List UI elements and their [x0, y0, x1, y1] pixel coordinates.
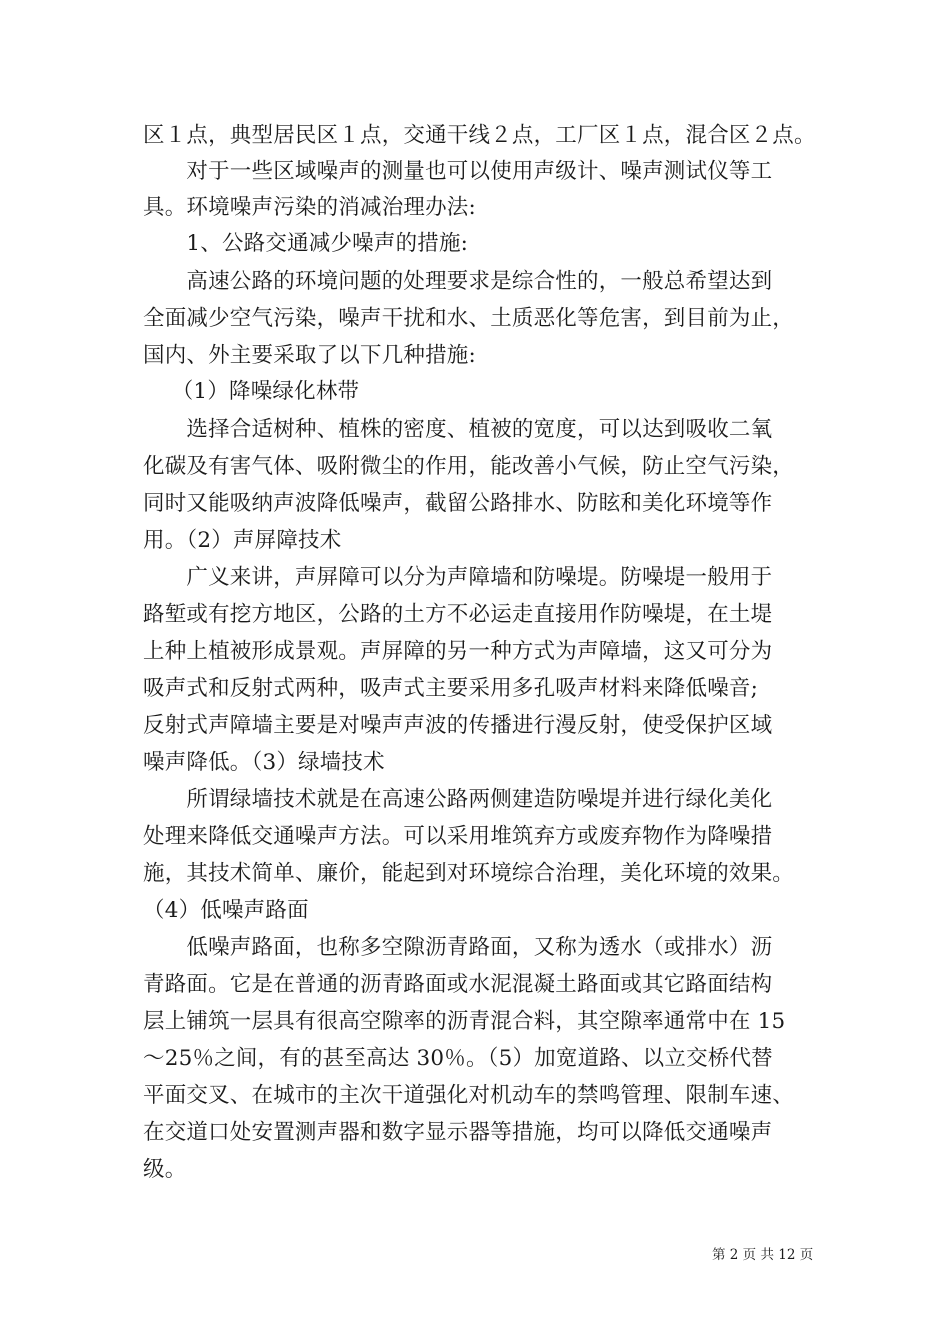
page-number-footer: 第 2 页 共 12 页 [712, 1247, 814, 1263]
text-line: 同时又能吸纳声波降低噪声，截留公路排水、防眩和美化环境等作 [143, 491, 773, 516]
text-line: 高速公路的环境问题的处理要求是综合性的，一般总希望达到 [143, 269, 773, 294]
text-line: 低噪声路面，也称多空隙沥青路面，又称为透水（或排水）沥 [143, 935, 773, 960]
text-line: 1、公路交通减少噪声的措施: [143, 231, 469, 256]
text-line: 全面减少空气污染，噪声干扰和水、土质恶化等危害，到目前为止， [143, 306, 795, 331]
text-line: 路堑或有挖方地区，公路的土方不必运走直接用作防噪堤，在土堤 [143, 602, 773, 627]
text-line: 所谓绿墙技术就是在高速公路两侧建造防噪堤并进行绿化美化 [143, 787, 773, 812]
section-heading: （1）降噪绿化林带 [143, 379, 360, 404]
text-line: 具。环境噪声污染的消减治理办法: [143, 195, 476, 220]
text-line: 平面交叉、在城市的主次干道强化对机动车的禁鸣管理、限制车速、 [143, 1083, 795, 1108]
text-line: 噪声降低。（3）绿墙技术 [143, 750, 385, 775]
text-line: 上种上植被形成景观。声屏障的另一种方式为声障墙，这又可分为 [143, 639, 773, 664]
text-line: 国内、外主要采取了以下几种措施: [143, 343, 476, 368]
text-line: 级。 [143, 1157, 187, 1182]
text-line: 吸声式和反射式两种，吸声式主要采用多孔吸声材料来降低噪音; [143, 676, 759, 701]
text-line: 选择合适树种、植株的密度、植被的宽度，可以达到吸收二氧 [143, 417, 773, 442]
text-line: 反射式声障墙主要是对噪声声波的传播进行漫反射，使受保护区域 [143, 713, 773, 738]
text-line: 层上铺筑一层具有很高空隙率的沥青混合料，其空隙率通常中在 15 [143, 1009, 786, 1034]
text-line: 在交道口处安置测声器和数字显示器等措施，均可以降低交通噪声 [143, 1120, 773, 1145]
text-line: 区１点，典型居民区１点，交通干线２点，工厂区１点，混合区２点。 [143, 123, 816, 148]
section-heading: （4）低噪声路面 [143, 898, 309, 923]
text-line: 化碳及有害气体、吸附微尘的作用，能改善小气候，防止空气污染， [143, 454, 795, 479]
text-line: 施，其技术简单、廉价，能起到对环境综合治理，美化环境的效果。 [143, 861, 795, 886]
text-line: 青路面。它是在普通的沥青路面或水泥混凝土路面或其它路面结构 [143, 972, 773, 997]
text-line: 处理来降低交通噪声方法。可以采用堆筑弃方或废弃物作为降噪措 [143, 824, 773, 849]
text-line: ～25％之间，有的甚至高达 30％。（5）加宽道路、以立交桥代替 [143, 1046, 773, 1071]
text-line: 对于一些区域噪声的测量也可以使用声级计、噪声测试仪等工 [143, 159, 773, 184]
text-line: 广义来讲，声屏障可以分为声障墙和防噪堤。防噪堤一般用于 [143, 565, 773, 590]
text-line: 用。（2）声屏障技术 [143, 528, 342, 553]
